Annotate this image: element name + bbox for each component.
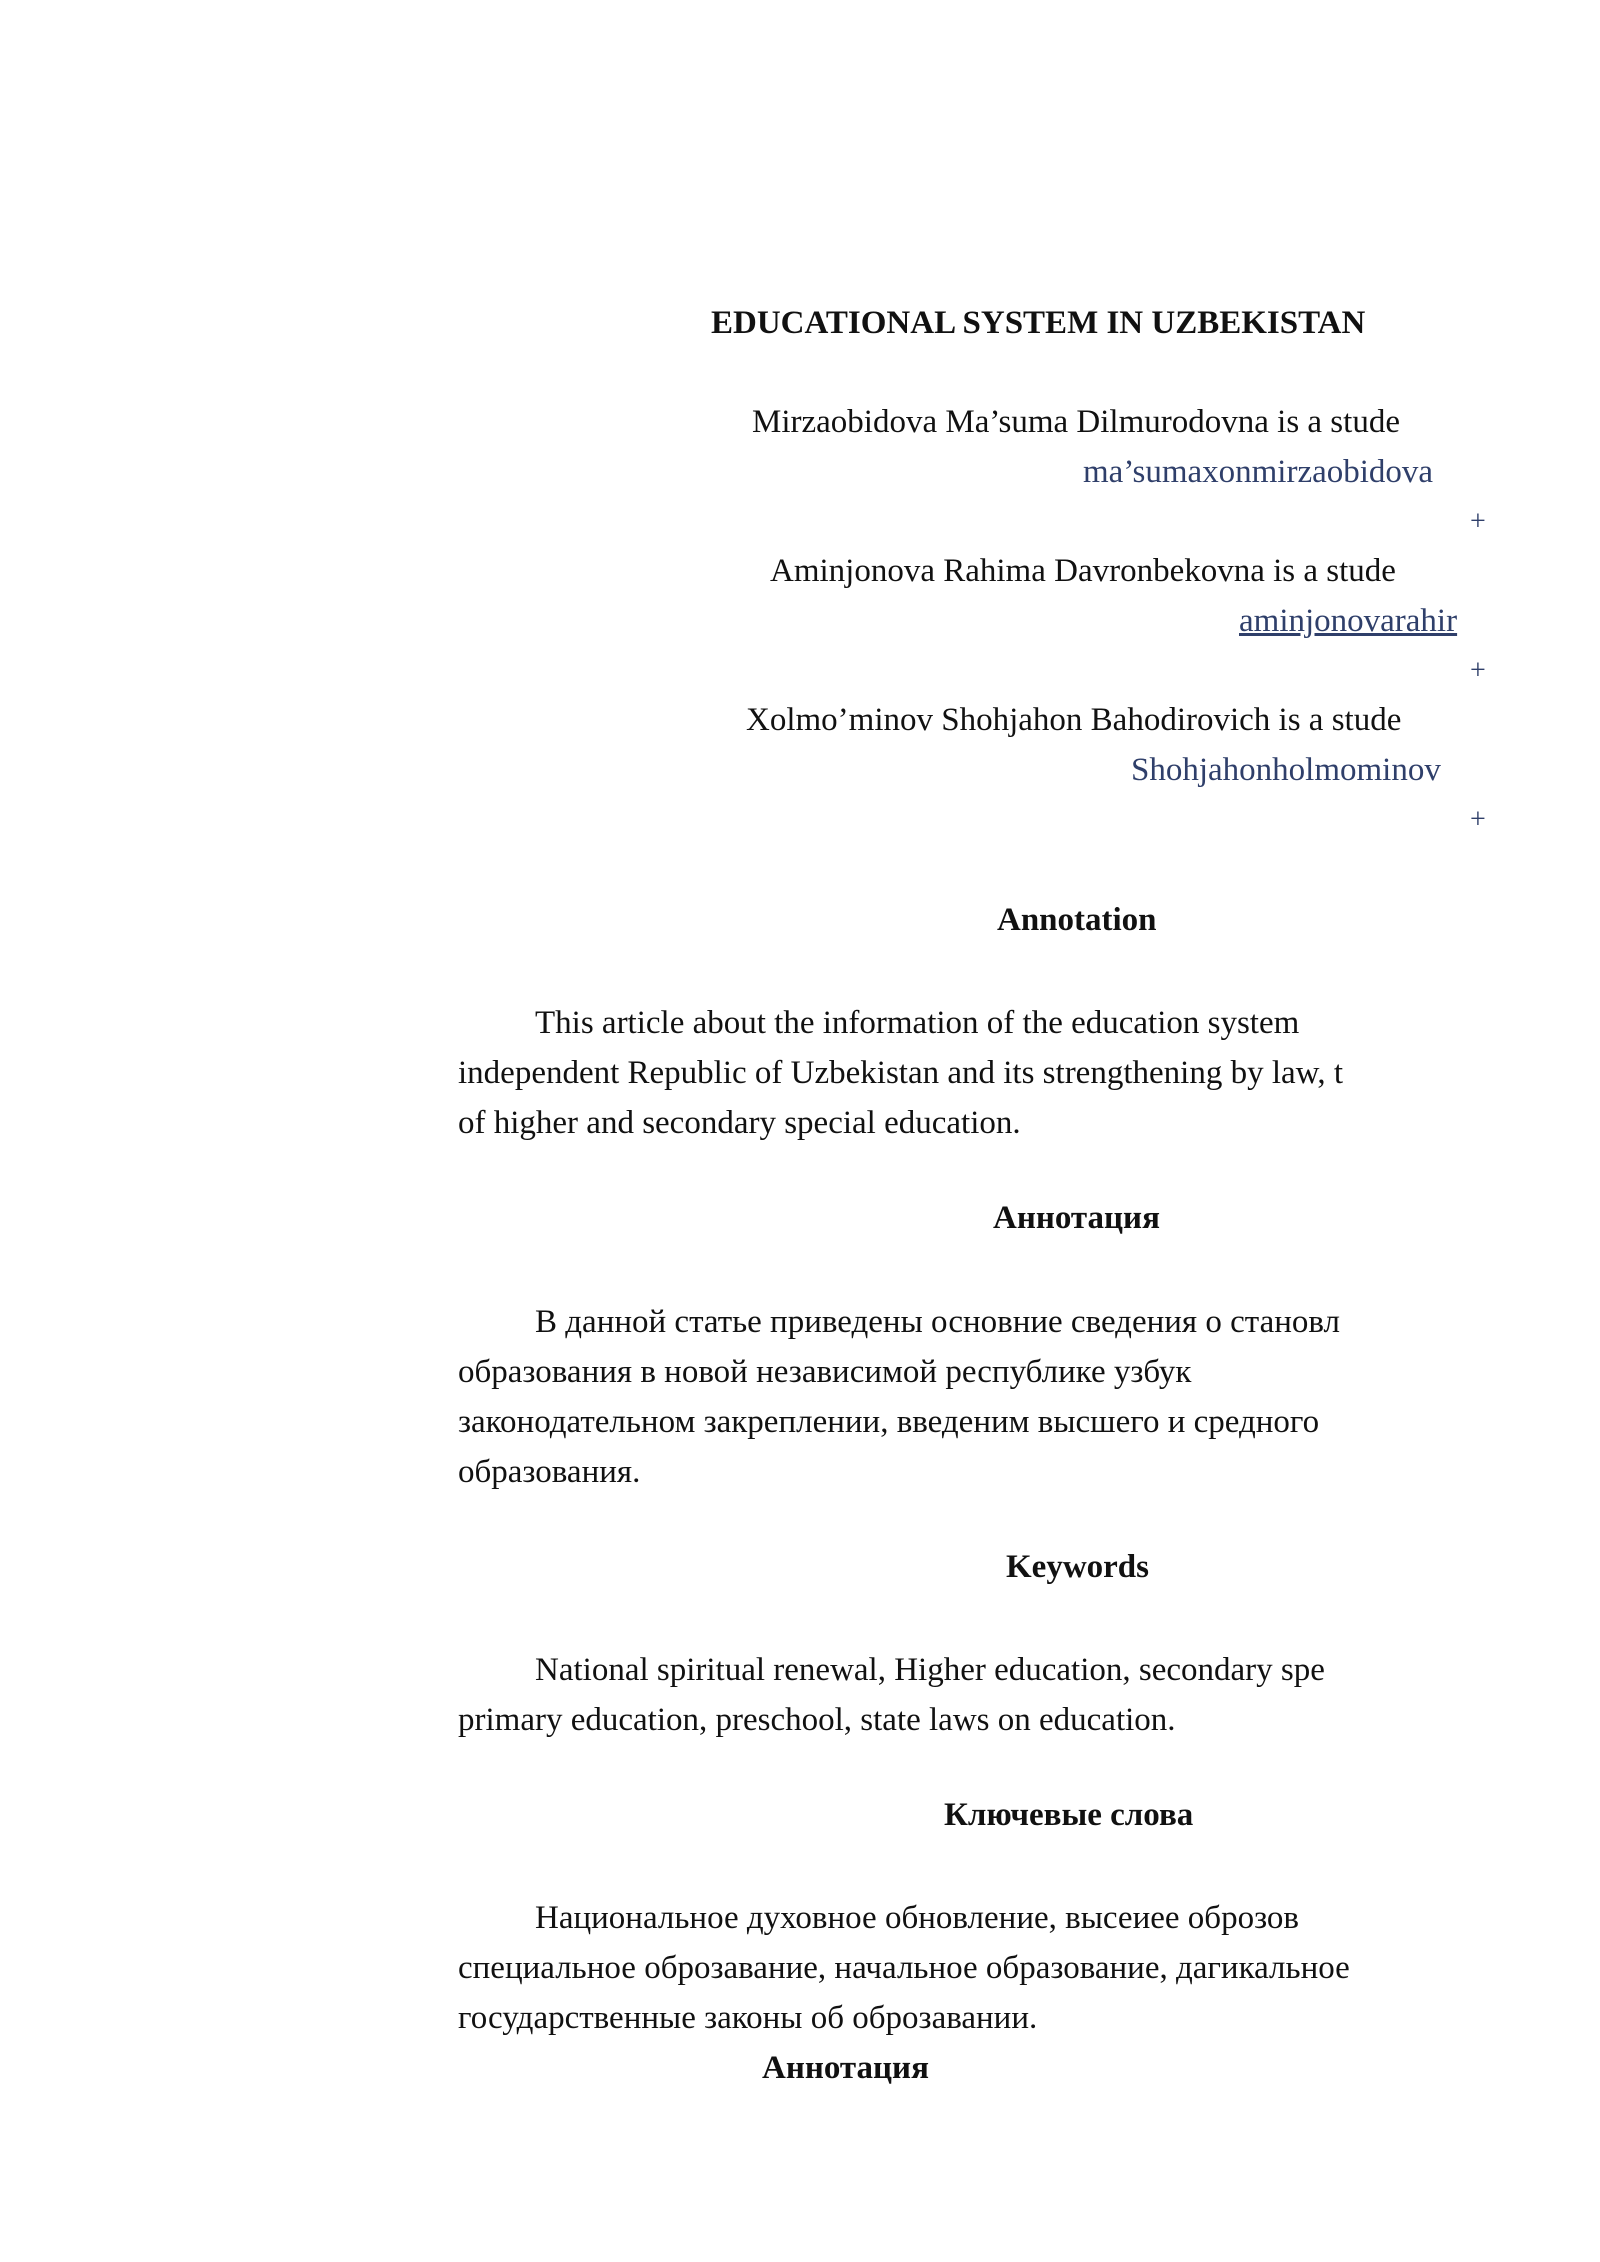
keywords-en-line-2: primary education, preschool, state laws on education. [458, 1702, 1176, 1738]
keywords-en-heading: Keywords [1006, 1549, 1149, 1585]
author-3-email[interactable]: Shohjahonholmominov [1131, 752, 1441, 788]
trailing-annotation-heading: Аннотация [762, 2050, 929, 2086]
annotation-en-line-3: of higher and secondary special education. [458, 1105, 1021, 1141]
annotation-ru-line-4: образования. [458, 1454, 641, 1490]
annotation-en-heading: Annotation [997, 902, 1157, 938]
annotation-ru-heading: Аннотация [993, 1200, 1160, 1236]
author-1-phone: + [1470, 506, 1486, 537]
annotation-ru-line-2: образования в новой независимой республике узбук [458, 1354, 1192, 1390]
author-1-line: Mirzaobidova Ma’suma Dilmurodovna is a stude [752, 404, 1400, 440]
author-3-line: Xolmo’minov Shohjahon Bahodirovich is a stude [746, 702, 1402, 738]
keywords-ru-paragraph [458, 1893, 1350, 2043]
annotation-en-line-2: independent Republic of Uzbekistan and its strengthening by law, t [458, 1055, 1343, 1091]
author-2-phone: + [1470, 655, 1486, 686]
author-1-email[interactable]: ma’sumaxonmirzaobidova [1083, 454, 1434, 490]
annotation-en-line-1: This article about the information of the education system [535, 1005, 1300, 1041]
keywords-ru-line-2: специальное оброзавание, начальное образование, дагикальное [458, 1950, 1350, 1986]
annotation-en-paragraph [458, 998, 1343, 1148]
keywords-en-paragraph [458, 1645, 1325, 1745]
document-title: EDUCATIONAL SYSTEM IN UZBEKISTAN [711, 305, 1366, 341]
author-3-phone: + [1470, 804, 1486, 835]
annotation-ru-line-1: В данной статье приведены основние сведения о становл [535, 1304, 1341, 1340]
annotation-ru-paragraph [458, 1297, 1340, 1497]
keywords-ru-line-1: Национальное духовное обновление, высеиее оброзов [535, 1900, 1299, 1936]
annotation-ru-line-3: законодательном закреплении, введеним высшего и средного [458, 1404, 1320, 1440]
keywords-ru-heading: Ключевые слова [944, 1797, 1194, 1833]
author-2-email[interactable]: aminjonovarahir [1239, 603, 1458, 639]
keywords-ru-line-3: государственные законы об оброзавании. [458, 2000, 1038, 2036]
author-2-line: Aminjonova Rahima Davronbekovna is a stude [770, 553, 1396, 589]
keywords-en-line-1: National spiritual renewal, Higher education, secondary spe [535, 1652, 1325, 1688]
